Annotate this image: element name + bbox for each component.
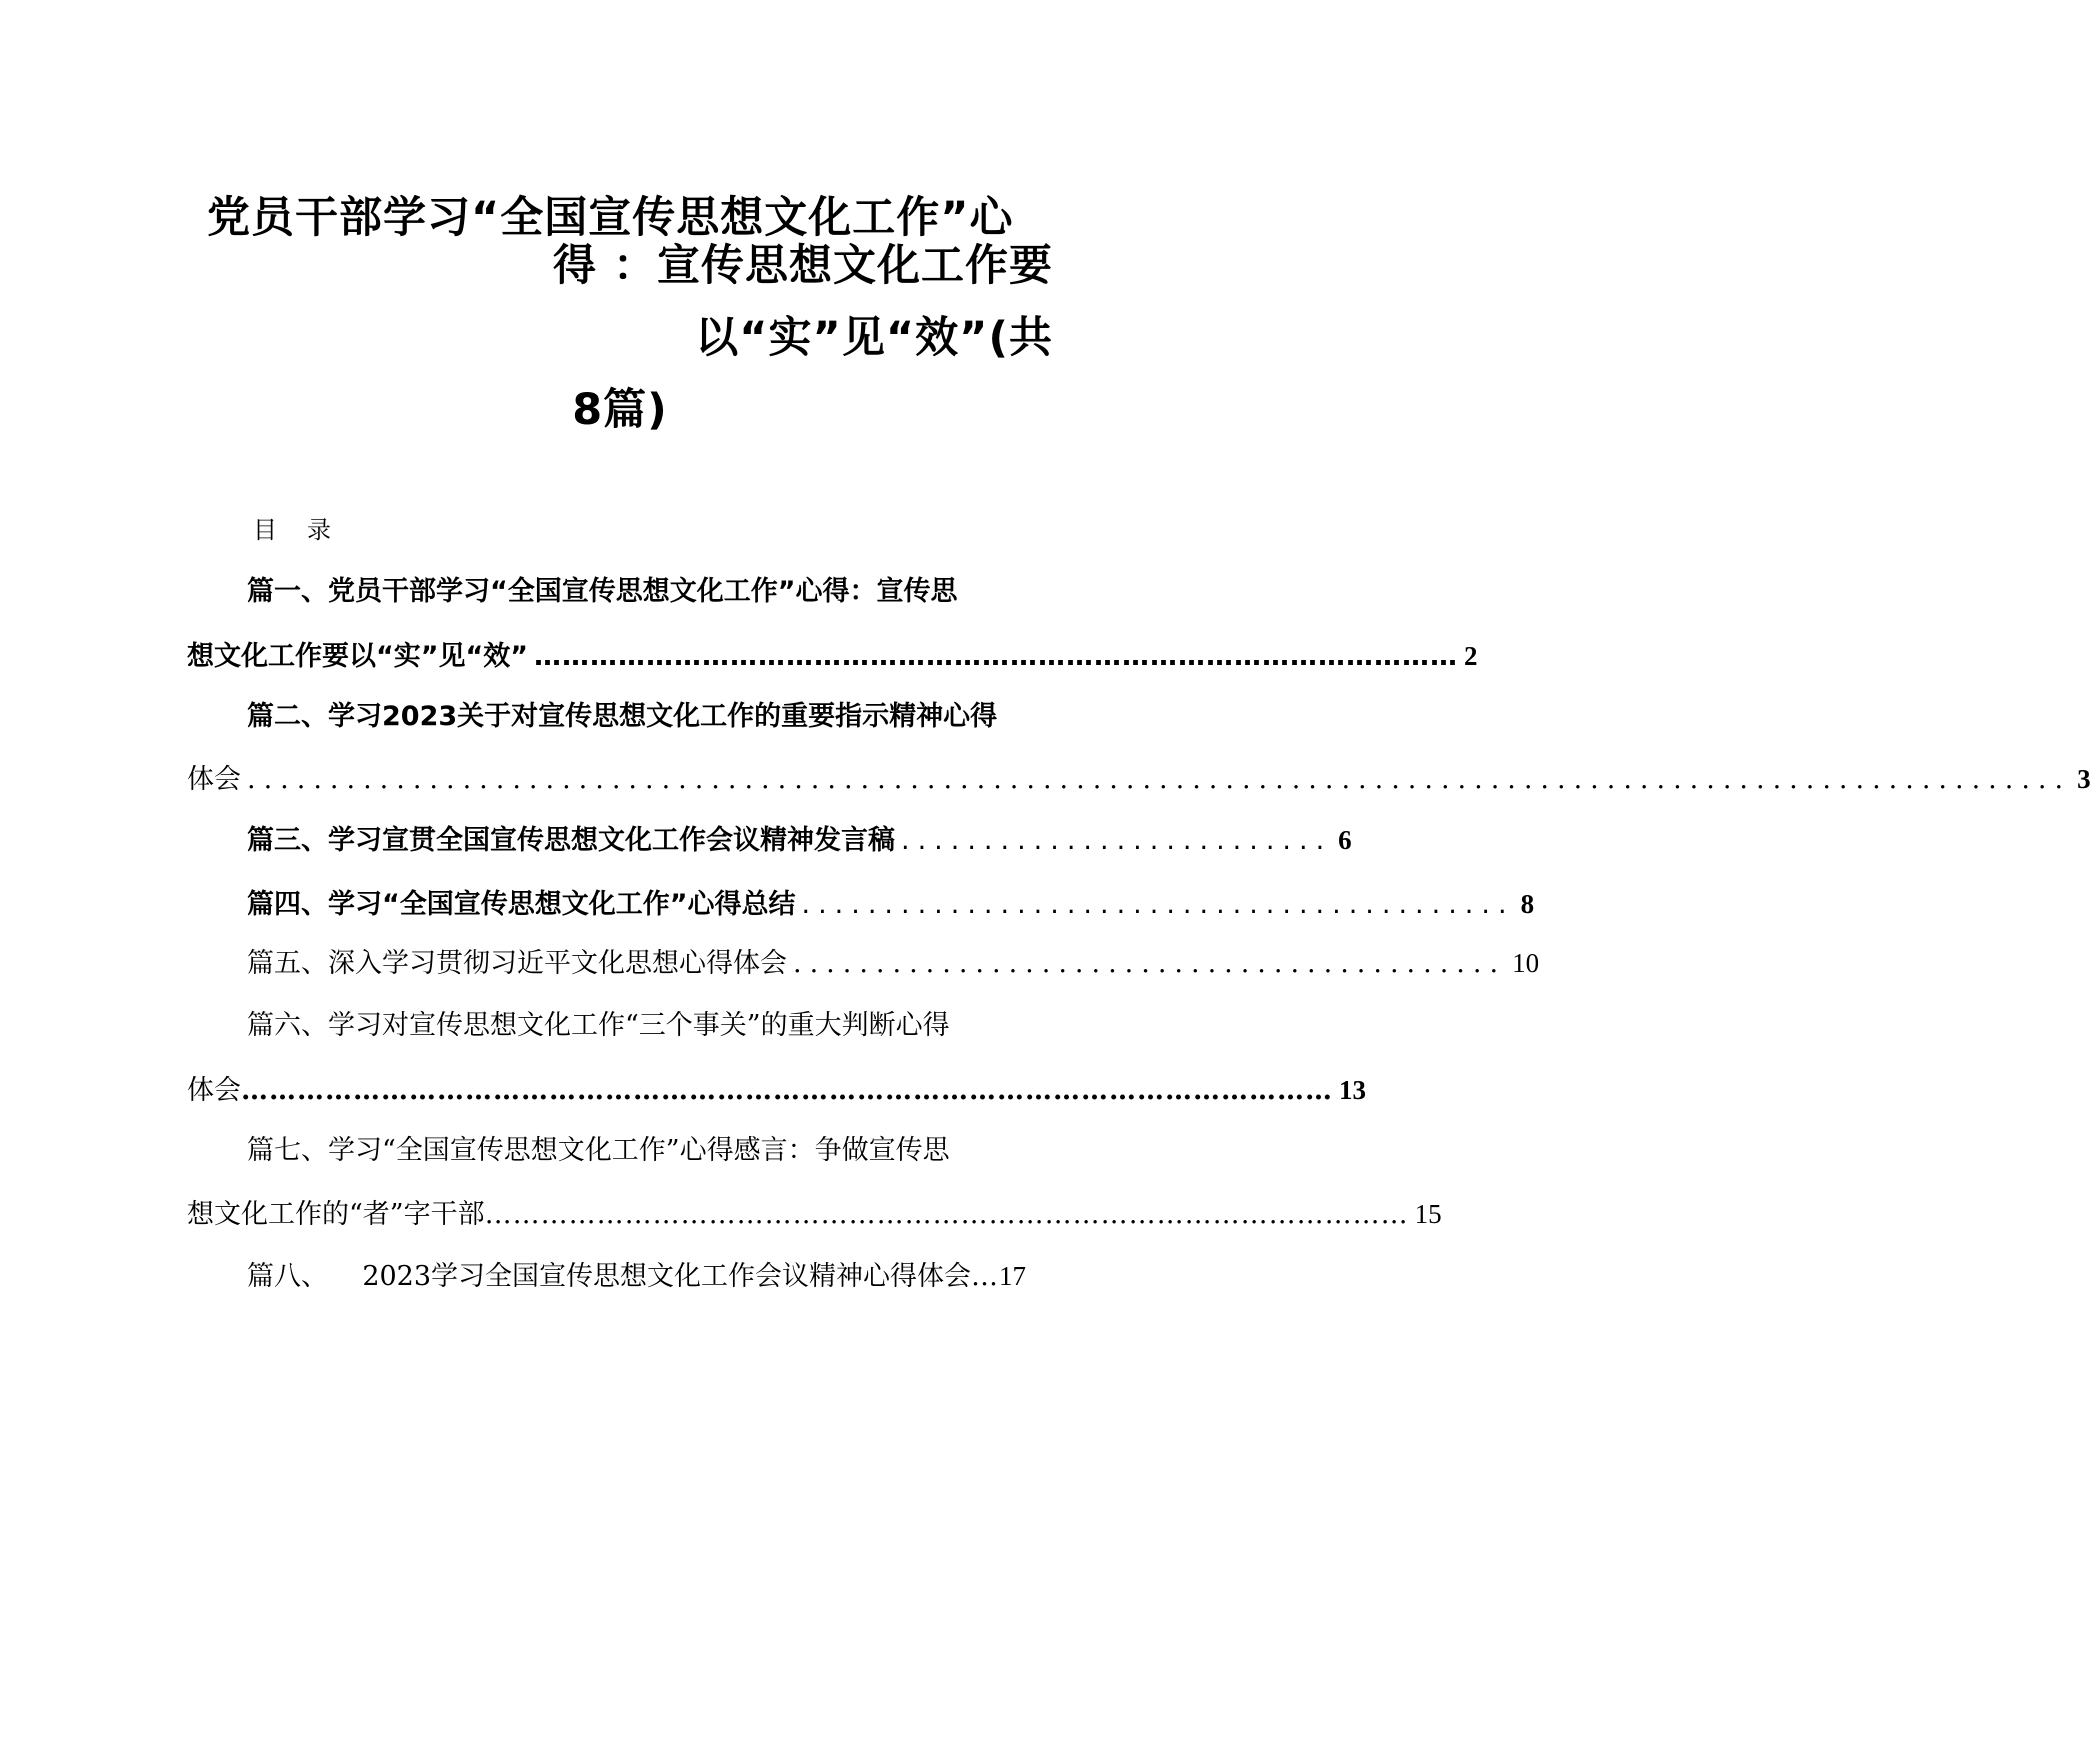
toc-leader-dots: ……………………………………………………………………………………… [484,1199,1409,1230]
toc-entry-1-line-2[interactable] [187,636,1478,677]
toc-leader-dots: .............................................................................................................. [247,764,2072,795]
toc-entry-text: 篇三、学习宣贯全国宣传思想文化工作会议精神发言稿 [247,825,895,856]
toc-entry-7-line-2[interactable] [187,1194,1442,1235]
toc-entry-text: 体会 [187,764,241,795]
toc-entry-6-line-1[interactable]: 篇六、学习对宣传思想文化工作“三个事关”的重大判断心得 [247,1010,950,1041]
toc-entry-6-line-2[interactable] [187,1070,1366,1111]
toc-entry-2-line-2[interactable] [187,759,2091,800]
toc-entry-5[interactable] [247,943,1540,984]
toc-entry-4[interactable] [247,884,1535,925]
toc-page-number: 6 [1338,825,1352,855]
toc-page-number: 2 [1463,641,1478,671]
toc-leader-dots: ........................................... [793,948,1507,979]
toc-entry-text: 想文化工作要以“实”见“效” [187,641,528,672]
toc-entry-text: 篇八、 2023学习全国宣传思想文化工作会议精神心得体会 [247,1261,972,1292]
toc-leader-dots: .......................... [901,825,1333,856]
document-title-line-4: 8篇) [572,385,668,435]
document-title-line-3: 以“实”见“效”(共 [695,313,1053,363]
toc-leader-dots: ……………………………………………………………………………………… [533,641,1458,672]
toc-entry-text: 篇五、深入学习贯彻习近平文化思想心得体会 [247,948,787,979]
toc-page-number: 10 [1512,948,1540,978]
toc-entry-text: 篇四、学习“全国宣传思想文化工作”心得总结 [247,889,796,920]
toc-leader-dots: ……………………………………………………………………………………………………… [241,1075,1333,1106]
toc-entry-text: 想文化工作的“者”字干部 [187,1199,485,1230]
toc-entry-8[interactable] [247,1256,1053,1297]
toc-leader-dots: … [971,1261,1000,1292]
toc-heading: 目录 [253,516,361,544]
toc-page-number: 13 [1339,1075,1366,1105]
toc-entry-7-line-1[interactable]: 篇七、学习“全国宣传思想文化工作”心得感言：争做宣传思 [247,1135,950,1166]
toc-entry-1-line-1[interactable]: 篇一、党员干部学习“全国宣传思想文化工作”心得：宣传思 [247,576,958,607]
document-title-line-2: 得 ：宣传思想文化工作要 [553,241,1053,291]
document-title-line-1: 党员干部学习“全国宣传思想文化工作”心 [207,193,1014,243]
toc-entry-3[interactable] [247,820,1352,861]
toc-page-number: 17 [999,1261,1027,1291]
toc-entry-2-line-1[interactable]: 篇二、学习2023关于对宣传思想文化工作的重要指示精神心得 [247,701,998,732]
toc-page-number: 15 [1414,1199,1442,1229]
toc-entry-text: 体会 [187,1075,241,1106]
toc-page-number: 8 [1520,889,1535,919]
toc-leader-dots: ........................................... [801,889,1515,920]
toc-page-number: 3 [2077,764,2091,794]
